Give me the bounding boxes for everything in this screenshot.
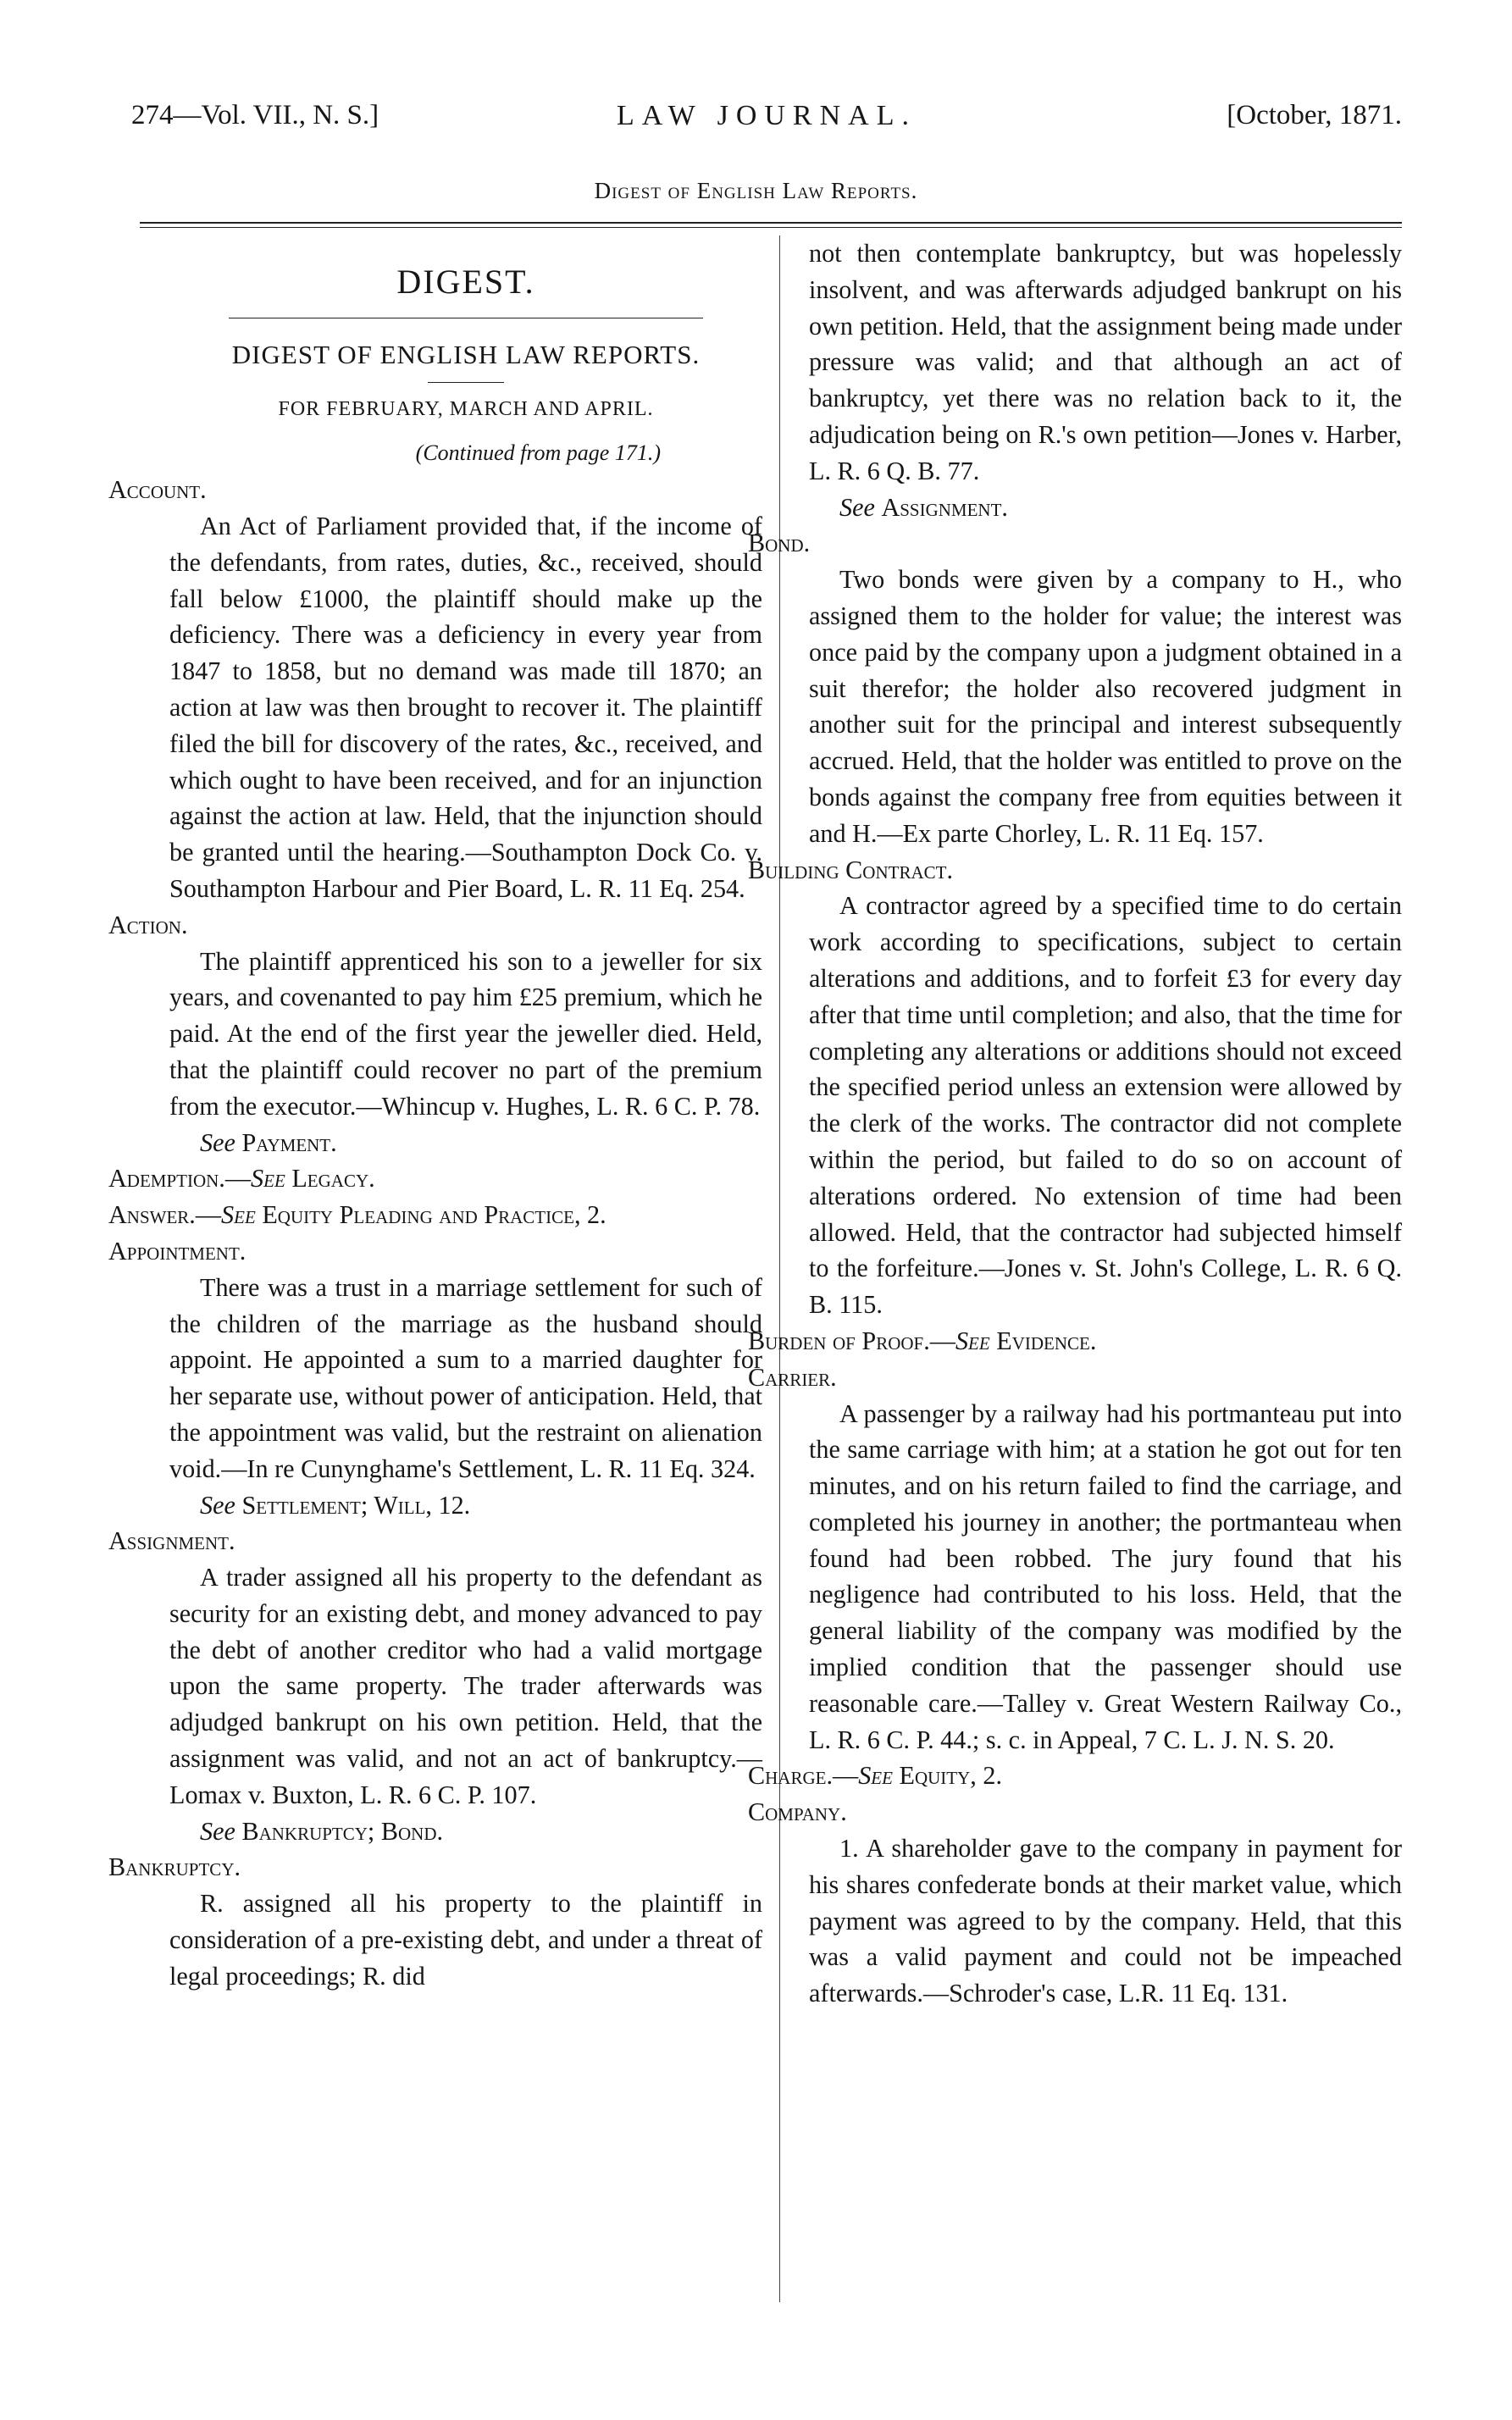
see-label: See <box>839 492 875 522</box>
heading-company: Company. <box>748 1797 847 1827</box>
heading-bond: Bond. <box>748 529 811 558</box>
see-also-appointment <box>169 1487 762 1524</box>
journal-title: LAW JOURNAL. <box>617 100 917 131</box>
see-refs: Payment. <box>241 1127 337 1157</box>
entry-building-contract: A contractor agreed by a specified time to do certain work according to specifications, subject to certain alterations and additions, and to forfeit £3 for every day after that time until completion; and also, that the time for completing any alterations or additions should not exceed the specified period unless an extension were allowed by the clerk of the works. The contractor did not complete within the period, but failed to do so on account of alterations ordered. No extension of time had been allowed. Held, that the contractor had subjected himself to the forfeiture.—Jones v. St. John's College, L. R. 6 Q. B. 115. <box>809 891 1402 1320</box>
see-refs: Bankruptcy; Bond. <box>241 1816 444 1846</box>
see-target: Evidence. <box>996 1326 1097 1355</box>
heading-bankruptcy: Bankruptcy. <box>108 1852 241 1882</box>
see-label: See <box>955 1326 990 1355</box>
heading-action: Action. <box>108 910 188 939</box>
heading-assignment: Assignment. <box>108 1526 235 1556</box>
header-rule-thin <box>140 227 1402 228</box>
see-label: See <box>200 1490 235 1520</box>
digest-title: DIGEST. <box>396 263 535 301</box>
heading-name: Charge. <box>748 1761 834 1791</box>
volume-info: 274—Vol. VII., N. S.] <box>131 100 379 130</box>
heading-charge <box>748 1758 1402 1794</box>
entry-carrier: A passenger by a railway had his portmanteau put into the same carriage with him; at a station he got out for ten minutes, and on his return failed to find the carriage, and completed his journey in another; the portmanteau when found had been robbed. The jury found that his negligence had contributed to his loss. Held, that the general liability of the company was modified by the implied condition that the passenger should use reasonable care.—Talley v. Great Western Railway Co., L. R. 6 C. P. 44.; s. c. in Appeal, 7 C. L. J. N. S. 20. <box>809 1398 1402 1754</box>
heading-account: Account. <box>108 475 207 505</box>
section-subheader: Digest of English Law Reports. <box>594 178 918 203</box>
heading-name: Burden of Proof. <box>748 1326 930 1355</box>
entry-assignment: A trader assigned all his property to the defendant as security for an existing debt, and money advanced to pay the debt of another creditor who had a valid mortgage upon the same property. The trader afterwards was adjudged bankrupt on his own petition. Held, that the assignment was valid, and not an act of bankruptcy.—Lomax v. Buxton, L. R. 6 C. P. 107. <box>169 1563 762 1809</box>
entry-bankruptcy: R. assigned all his property to the plaintiff in consideration of a pre-existing debt, and under a threat of legal proceedings; R. did <box>169 1889 762 1991</box>
see-also-bankruptcy <box>809 490 1402 526</box>
see-refs: Assignment. <box>881 492 1008 522</box>
header-rule <box>140 222 1402 224</box>
heading-answer <box>108 1197 762 1233</box>
main-title: DIGEST OF ENGLISH LAW REPORTS. <box>231 339 701 369</box>
see-target: Legacy. <box>291 1164 375 1193</box>
issue-date: [October, 1871. <box>1227 100 1402 130</box>
see-also-action <box>169 1125 762 1161</box>
heading-ademption <box>108 1160 762 1197</box>
left-column <box>108 235 762 1995</box>
see-also-assignment <box>169 1814 762 1850</box>
heading-building-contract: Building Contract. <box>748 855 954 884</box>
see-target: Equity, 2. <box>899 1761 1002 1791</box>
see-refs: Settlement; Will, 12. <box>241 1490 471 1520</box>
continued-note: (Continued from page 171.) <box>415 440 661 466</box>
dash: — <box>833 1761 859 1791</box>
see-label: See <box>200 1127 235 1157</box>
entry-account: An Act of Parliament provided that, if the income of the defendants, from rates, duties, &c., received, should fall below £1000, the plaintiff should make up the deficiency. There was a deficiency in every year from 1847 to 1858, but no demand was made till 1870; an action at law was then brought to recover it. The plaintiff filed the bill for discovery of the rates, &c., received, and which ought to have been received, and for an injunction against the action at law. Held, that the injunction should be granted until the hearing.—Southampton Dock Co. v. Southampton Harbour and Pier Board, L. R. 11 Eq. 254. <box>169 511 762 903</box>
entry-company: 1. A shareholder gave to the company in payment for his shares confederate bonds at their market value, which payment was agreed to by the company. Held, that this was a valid payment and could not be impeached afterwards.—Schroder's case, L.R. 11 Eq. 131. <box>809 1834 1402 2008</box>
see-label: See <box>858 1761 893 1791</box>
see-label: See <box>221 1200 256 1230</box>
heading-name: Answer. <box>108 1200 196 1230</box>
see-label: See <box>251 1164 285 1193</box>
entry-bond: Two bonds were given by a company to H., who assigned them to the holder for value; the interest was once paid by the company upon a judgment obtained in a suit therefor; the holder also recovered judgment in another suit for the principal and interest subsequently accrued. Held, that the holder was entitled to prove on the bonds against the company free from equities between it and H.—Ex parte Chorley, L. R. 11 Eq. 157. <box>809 565 1402 848</box>
dash: — <box>224 1164 252 1193</box>
short-rule <box>428 382 504 383</box>
entry-appointment: There was a trust in a marriage settlement for such of the children of the marriage as the husband should appoint. He appointed a sum to a married daughter for her separate use, without power of anticipation. Held, that the appointment was valid, but the restraint on alienation void.—In re Cunynghame's Settlement, L. R. 11 Eq. 324. <box>169 1272 762 1483</box>
heading-carrier: Carrier. <box>748 1362 837 1392</box>
heading-name: Ademption. <box>108 1164 225 1193</box>
dash: — <box>195 1200 222 1230</box>
dash: — <box>929 1326 955 1355</box>
right-column <box>748 235 1402 2012</box>
heading-burden-of-proof <box>748 1323 1402 1360</box>
entry-action: The plaintiff apprenticed his son to a jeweller for six years, and covenanted to pay him £25 premium, which he paid. At the end of the first year the jeweller died. Held, that the plaintiff could recover no part of the premium from the executor.—Whincup v. Hughes, L. R. 6 C. P. 78. <box>169 946 762 1121</box>
heading-appointment: Appointment. <box>108 1236 246 1265</box>
period-line: FOR FEBRUARY, MARCH AND APRIL. <box>278 397 654 420</box>
see-target: Equity Pleading and Practice, 2. <box>262 1200 606 1230</box>
see-label: See <box>200 1816 235 1846</box>
entry-bankruptcy-continued: not then contemplate bankruptcy, but was hopelessly insolvent, and was afterwards adjudged bankrupt on his own petition. Held, that the assignment being made under pressure was valid; and that although an act of bankruptcy, yet there was no relation back to it, the adjudication being on R.'s own petition—Jones v. Harber, L. R. 6 Q. B. 77. <box>809 239 1402 485</box>
running-head <box>131 100 1402 142</box>
